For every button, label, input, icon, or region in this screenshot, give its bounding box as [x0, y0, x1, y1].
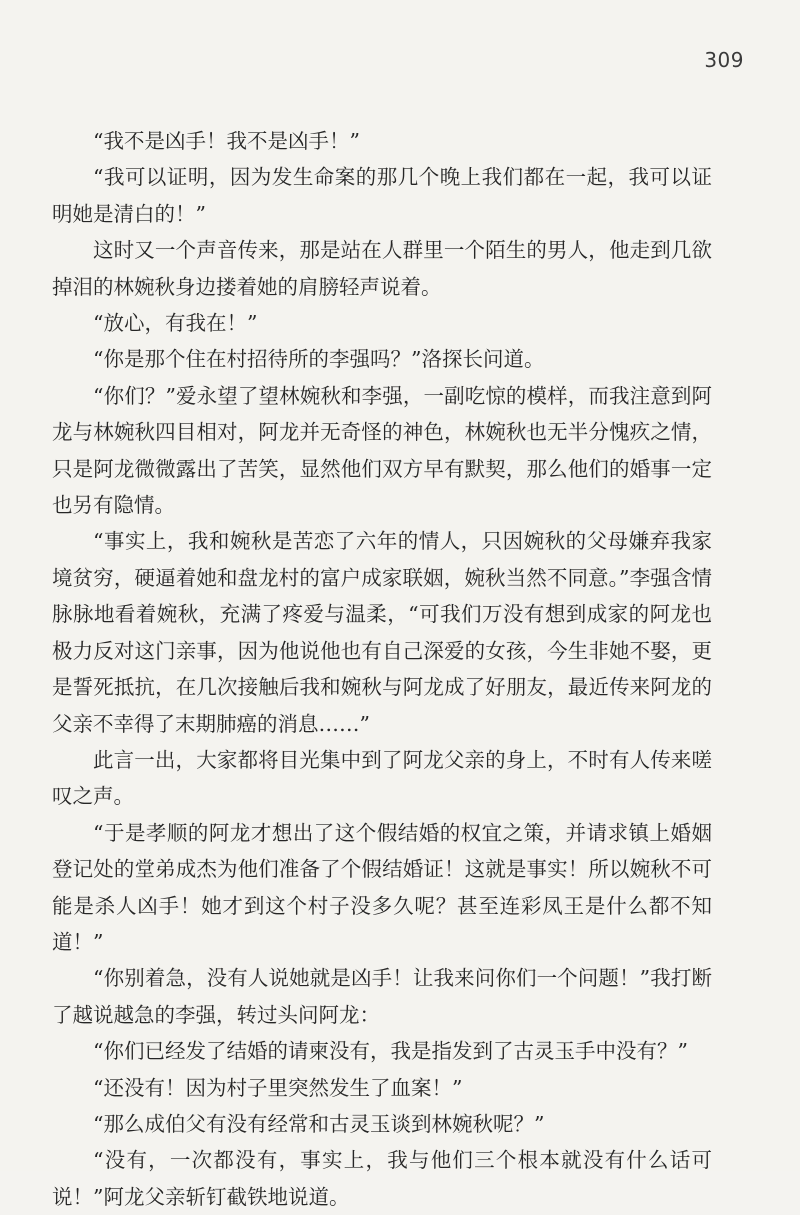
paragraph: “放心，有我在！”: [93, 311, 258, 336]
paragraph: 此言一出，大家都将目光集中到了阿龙父亲的身上，不时有人传来嗟叹之声。: [52, 747, 712, 809]
paragraph: “那么成伯父有没有经常和古灵玉谈到林婉秋呢？”: [93, 1111, 545, 1136]
paragraph: “于是孝顺的阿龙才想出了这个假结婚的权宜之策，并请求镇上婚姻登记处的堂弟成杰为他们准备了个假结婚证！这就是事实！所以婉秋不可能是杀人凶手！她才到这个村子没多久呢？甚至连彩凤王是什么都不知道！”: [52, 820, 712, 954]
paragraph: “你们已经发了结婚的请柬没有，我是指发到了古灵玉手中没有？”: [93, 1039, 688, 1064]
paragraph: “没有，一次都没有，事实上，我与他们三个根本就没有什么话可说！”阿龙父亲斩钉截铁地说道。: [52, 1148, 712, 1209]
paragraph: “你别着急，没有人说她就是凶手！让我来问你们一个问题！”我打断了越说越急的李强，转过头问阿龙：: [52, 966, 712, 1027]
paragraph: “事实上，我和婉秋是苦恋了六年的情人，只因婉秋的父母嫌弃我家境贫穷，硬逼着她和盘龙村的富户成家联姻，婉秋当然不同意。”李强含情脉脉地看着婉秋，充满了疼爱与温柔，“可我们万没有想到成家的阿龙也极力反对这门亲事，因为他说他也有自己深爱的女孩，今生非她不娶，更是誓死抵抗，在几次接触后我和婉秋与阿龙成了好朋友，最近传来阿龙的父亲不幸得了末期肺癌的消息……”: [52, 529, 712, 736]
paragraph: “我可以证明，因为发生命案的那几个晚上我们都在一起，我可以证明她是清白的！”: [52, 165, 712, 226]
paragraph: “我不是凶手！我不是凶手！”: [93, 129, 360, 153]
paragraph: 这时又一个声音传来，那是站在人群里一个陌生的男人，他走到几欲掉泪的林婉秋身边搂着她的肩膀轻声说着。: [52, 238, 712, 299]
page-text: [52, 123, 712, 1215]
paragraph: “还没有！因为村子里突然发生了血案！”: [93, 1075, 463, 1100]
paragraph: “你是那个住在村招待所的李强吗？”洛探长问道。: [93, 347, 545, 372]
page-number: 309: [704, 48, 744, 72]
paragraph: “你们？”爱永望了望林婉秋和李强，一副吃惊的模样，而我注意到阿龙与林婉秋四目相对，阿龙并无奇怪的神色，林婉秋也无半分愧疚之情，只是阿龙微微露出了苦笑，显然他们双方早有默契，那么他们的婚事一定也另有隐情。: [52, 383, 712, 518]
